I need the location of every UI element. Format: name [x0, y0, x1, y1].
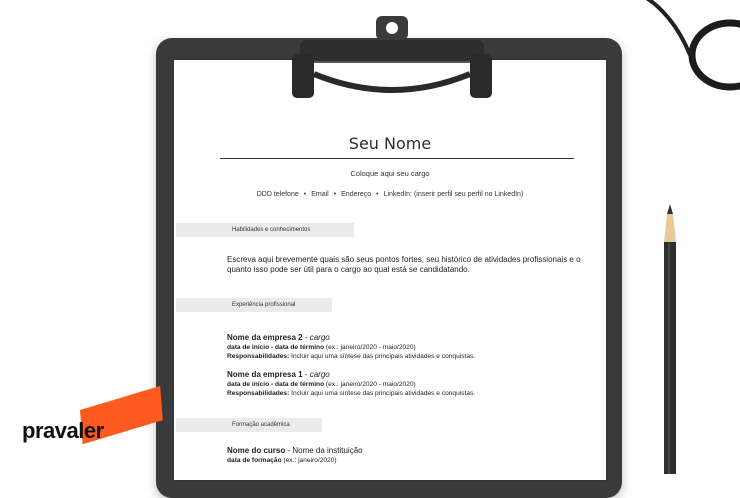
job-dates — [227, 381, 587, 388]
contact-address: Endereço — [341, 191, 372, 198]
job-responsibilities — [227, 353, 587, 360]
job-resp-text: Incluir aqui uma síntese das principais atividades e conquistas. — [289, 353, 476, 360]
contact-email: Email — [311, 191, 329, 198]
job-company: Nome da empresa 1 — [227, 370, 303, 379]
job-dates-example: (ex.: janeiro/2020 - maio/2020) — [324, 381, 416, 388]
job-title-line — [227, 370, 587, 380]
job-dates-label: data de início - data de término — [227, 381, 325, 388]
clipboard-clip-icon — [292, 14, 492, 102]
resume-cargo: Coloque aqui seu cargo — [350, 169, 430, 178]
contact-separator: • — [333, 191, 337, 198]
job-role: cargo — [309, 370, 330, 379]
education-course-line — [227, 446, 587, 456]
contact-separator: • — [376, 191, 379, 198]
job-dates-label: data de início - data de término — [227, 344, 325, 351]
job-title-line — [227, 333, 587, 343]
pravaler-logo — [22, 410, 140, 450]
skills-text: Escreva aqui brevemente quais são seus pontos fortes, seu histórico de atividades profissionais e o quanto isso pode ser útil para o cargo ao qual está se candidatando. — [227, 255, 581, 274]
education-course: Nome do curso — [227, 446, 286, 455]
job-resp-label: Responsabilidades: — [227, 353, 290, 360]
resume-contacts — [174, 191, 606, 198]
education-date — [227, 457, 587, 464]
job-responsibilities — [227, 390, 587, 397]
job-dates — [227, 344, 587, 351]
job-dash: - — [302, 370, 310, 379]
name-divider — [220, 158, 574, 159]
job-dash: - — [302, 333, 310, 342]
section-header-experience: Experiência profissional — [176, 298, 332, 312]
glasses-icon — [620, 0, 740, 100]
education-date-example: (ex.: janeiro/2020) — [281, 457, 337, 464]
contact-phone: DDD telefone — [256, 191, 299, 198]
pencil-icon — [659, 204, 681, 474]
section-header-education: Formação acadêmica — [176, 418, 322, 432]
education-date-label: data de formação — [227, 457, 282, 464]
section-header-skills: Habilidades e conhecimentos — [176, 223, 354, 237]
job-resp-label: Responsabilidades: — [227, 390, 290, 397]
resume-name: Seu Nome — [348, 134, 432, 153]
job-role: cargo — [309, 333, 330, 342]
job-company: Nome da empresa 2 — [227, 333, 303, 342]
logo-wordmark: pravaler — [22, 418, 104, 443]
resume-paper — [174, 60, 606, 480]
contact-linkedin: LinkedIn: (inserir perfil seu perfil no LinkedIn) — [383, 191, 524, 198]
contact-separator: • — [303, 191, 307, 198]
education-institution: - Nome da instituição — [285, 446, 363, 455]
job-resp-text: Incluir aqui uma síntese das principais atividades e conquistas. — [289, 390, 476, 397]
job-dates-example: (ex.: janeiro/2020 - maio/2020) — [324, 344, 416, 351]
